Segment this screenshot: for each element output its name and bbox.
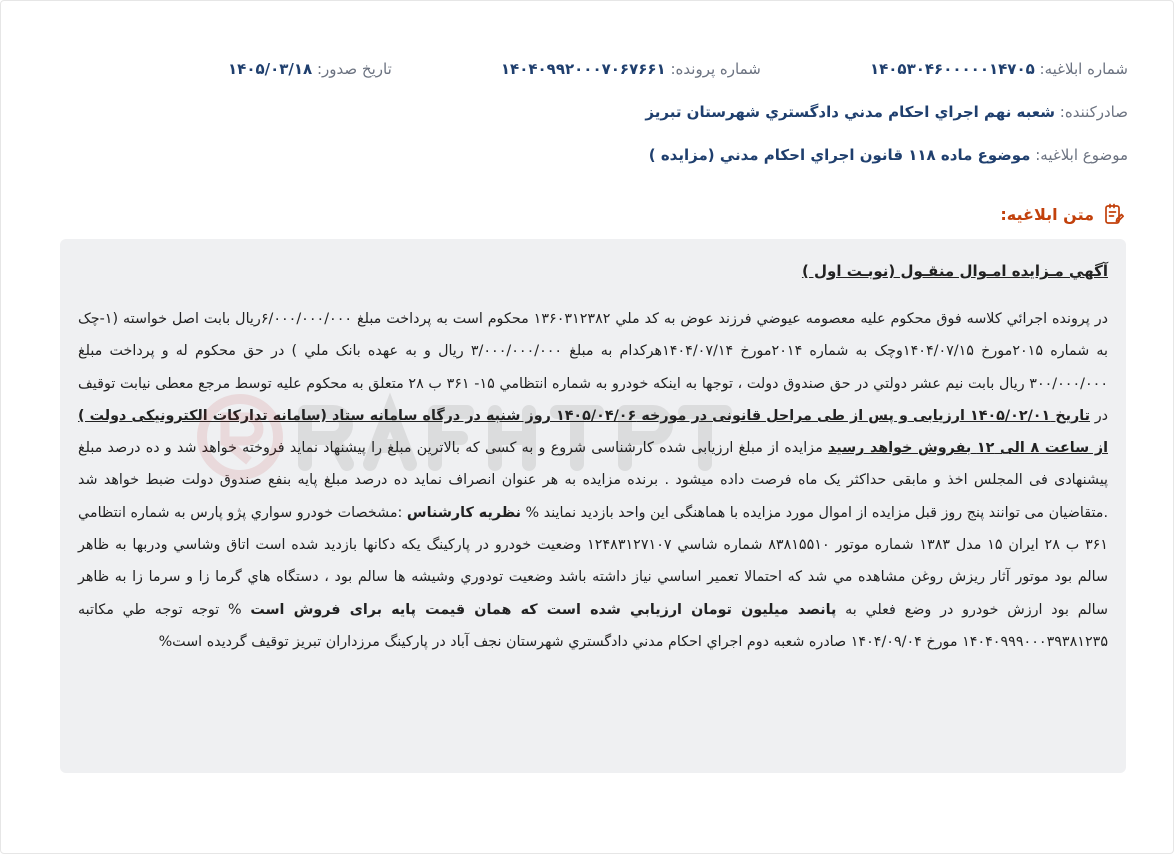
notice-text-4: % توجه توجه طي مکاتبه ۱۴۰۴۰۹۹۹۰۰۰۳۹۳۸۱۲۳۵ مورخ ۱۴۰۴/۰۹/۰۴ صادره شعبه دوم اجراي احکام مدني دادگستري شهرستان نجف آباد در پارکينگ مرزداران تبريز توقيف گرديده است%: [78, 601, 1108, 650]
notice-content-box: [60, 239, 1126, 773]
notice-text-3: :مشخصات خودرو سواري پژو پارس به شماره انتظامي ۳۶۱ ب ۲۸ ايران ۱۵ مدل ۱۳۸۳ شماره موتور ۸۳۸۱۵۵۱۰ شماره شاسي ۱۲۴۸۳۱۲۷۱۰۷ وضعيت خودرو در پارکينگ يکه دکانها بازديد شده است اتاق وشاسي ودربها به ظاهر سالم بود موتور آثار ريزش روغن مشاهده مي شد که احتمالا تعمير اساسي نياز داشته باشد وضعيت تودوري وشيشه ها سالم بود ، دستگاه هاي گرما زا و سرما زا به ظاهر سالم بود ارزش خودرو در وضع فعلي به: [78, 504, 1109, 618]
notice-text-1: در پرونده اجرائي کلاسه فوق محکوم عليه معصومه عيوضي فرزند عوض به کد ملي ۱۳۶۰۳۱۲۳۸۲ محکوم است به پرداخت مبلغ ۶/۰۰۰/۰۰۰/۰۰۰ريال بابت اصل خواسته (۱-چک به شماره ۲۰۱۵مورخ ۱۴۰۴/۰۷/۱۵وچک به شماره ۲۰۱۴مورخ ۱۴۰۴/۰۷/۱۴هرکدام به مبلغ ۳/۰۰۰/۰۰۰/۰۰۰ ريال و به عهده بانک ملي ) در حق محکوم له و پرداخت مبلغ ۳۰۰/۰۰۰/۰۰۰ ريال بابت نيم عشر دولتي در حق صندوق دولت ، توجها به اينکه خودرو به شماره انتظامي ۱۵- ۳۶۱ ب ۲۸ متعلق به محکوم عليه توسط مرجع معطی نيابت توقيف در: [78, 311, 1109, 424]
meta-row-subject: [60, 144, 1128, 166]
document-edit-icon: [1102, 202, 1126, 226]
issue-date-value: ۱۴۰۵/۰۳/۱۸: [228, 60, 313, 78]
meta-row-numbers: [60, 58, 1128, 80]
case-number: [501, 58, 761, 80]
section-title: [1000, 202, 1126, 226]
notice-heading: آگهي مـزايده امـوال منقـول (نوبـت اول ): [801, 262, 1108, 280]
notice-text-2: مزايده از مبلغ ارزيابی شده کارشناسی شروع و به کسی که بالاترين مبلغ را پيشنهاد نمايد فروخته خواهد شد و ده درصد مبلغ پيشنهادی فی المجلس اخذ و مابقی حداکثر يک ماه فرصت داده ميشود . برنده مزايده به هر عنوان انصراف نمايد ده درصد مبلغ پايه بنفع صندوق دولت ضبط خواهد شد .متقاضيان می توانند پنج روز قبل مزايده از اموال مورد مزايده با هماهنگی اين واحد بازديد نمايند %: [78, 440, 1108, 521]
notice-number-value: ۱۴۰۵۳۰۴۶۰۰۰۰۰۱۴۷۰۵: [869, 60, 1035, 78]
case-number-label: شماره پرونده:: [670, 60, 761, 78]
section-title-text: متن ابلاغيه:: [1000, 204, 1094, 224]
case-number-value: ۱۴۰۴۰۹۹۲۰۰۰۷۰۶۷۶۶۱: [500, 60, 666, 78]
notice-number: [870, 58, 1128, 80]
meta-row-issuer: [60, 101, 1128, 123]
notice-body: [78, 303, 1108, 658]
subject-label: موضوع ابلاغيه:: [1035, 146, 1128, 164]
issuer-value: شعبه نهم اجراي احکام مدني دادگستري شهرستان تبريز: [645, 103, 1055, 121]
notice-bold-base-price: پانصد ميليون تومان ارزيابي شده است که همان قيمت پايه براى فروش است: [250, 601, 837, 618]
notice-bold-expert-opinion: نظريه کارشناس: [406, 504, 522, 521]
issue-date: [228, 58, 392, 80]
subject-value: موضوع ماده ۱۱۸ قانون اجراي احکام مدني (مزايده ): [648, 146, 1031, 164]
issuer-label: صادرکننده:: [1059, 103, 1128, 121]
notice-bold-auction-date: تاريخ ۱۴۰۵/۰۲/۰۱ ارزيابی و پس از طی مراحل قانونی در مورخه ۱۴۰۵/۰۴/۰۶ روز شنبه در درگاه سامانه ستاد (سامانه تدارکات الکترونيکی دولت ) از ساعت ۸ الی ۱۲ بفروش خواهد رسيد: [78, 407, 1108, 457]
issue-date-label: تاريخ صدور:: [317, 60, 392, 78]
notice-number-label: شماره ابلاغيه:: [1039, 60, 1128, 78]
